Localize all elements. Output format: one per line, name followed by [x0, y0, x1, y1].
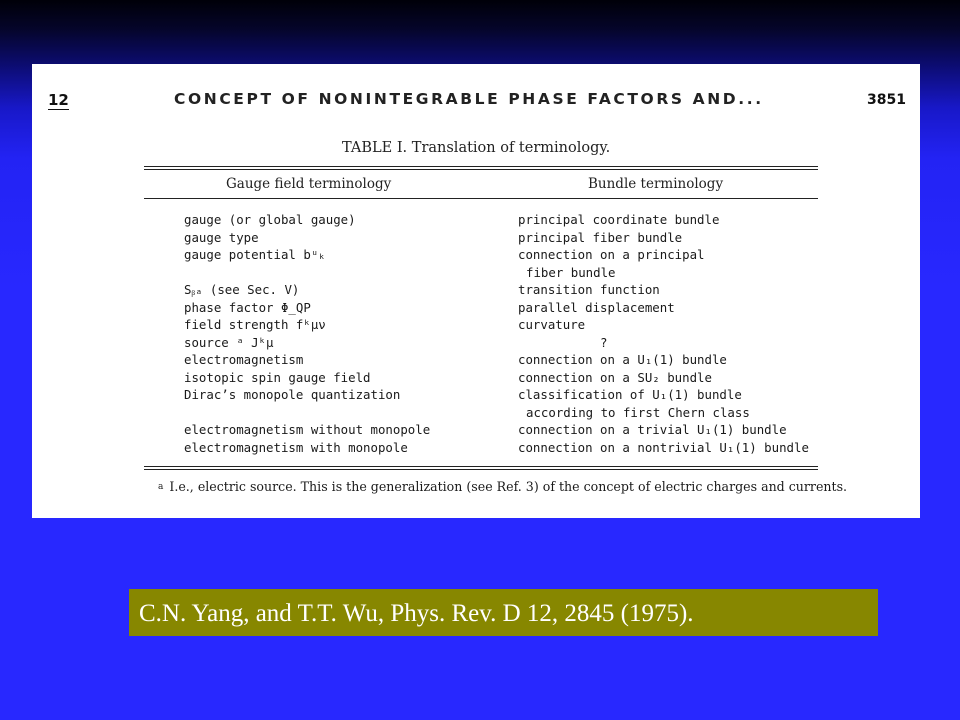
gauge-term: electromagnetism with monopole	[184, 439, 408, 455]
gauge-term: electromagnetism without monopole	[184, 422, 431, 437]
table-row	[32, 230, 920, 248]
gauge-term: gauge (or global gauge)	[184, 212, 356, 227]
table-row	[32, 422, 920, 440]
table-row	[32, 370, 920, 388]
table-row	[32, 387, 920, 405]
bundle-term: parallel displacement	[518, 299, 675, 315]
gauge-term: phase factor Φ_QP	[184, 299, 311, 315]
table-bottom-rule-2	[144, 469, 818, 470]
table-row	[32, 300, 920, 318]
running-head	[32, 90, 920, 114]
bundle-term: fiber bundle	[526, 264, 616, 280]
table-row	[32, 352, 920, 370]
paper-scan	[32, 64, 920, 518]
bundle-term: curvature	[518, 317, 586, 332]
footnote-mark: a	[158, 482, 164, 492]
footnote-text: I.e., electric source. This is the generalization (see Ref. 3) of the concept of electric charges and currents.	[169, 479, 848, 494]
table-header-rule	[144, 198, 818, 199]
bundle-term: ?	[600, 334, 608, 350]
bundle-term: connection on a U₁(1) bundle	[518, 352, 727, 367]
table-top-rule-2	[144, 169, 818, 170]
table-row	[32, 282, 920, 300]
bundle-term: principal fiber bundle	[518, 229, 683, 245]
bundle-term: according to first Chern class	[526, 404, 750, 420]
gauge-term: Dirac’s monopole quantization	[184, 387, 401, 402]
gauge-term: electromagnetism	[184, 352, 304, 367]
gauge-term: gauge type	[184, 229, 259, 245]
bundle-term: connection on a nontrivial U₁(1) bundle	[518, 439, 809, 455]
table-row	[32, 335, 920, 353]
gauge-term: Sᵦₐ (see Sec. V)	[184, 282, 300, 297]
bundle-term: connection on a principal	[518, 247, 705, 262]
bundle-term: principal coordinate bundle	[518, 212, 720, 227]
table-top-rule	[144, 166, 818, 167]
page-number-left: 12	[48, 91, 69, 109]
table-body	[32, 212, 920, 457]
table-bottom-rule	[144, 466, 818, 467]
bundle-term: connection on a trivial U₁(1) bundle	[518, 422, 787, 437]
gauge-term: field strength fᵏμν	[184, 317, 326, 332]
column-header-gauge: Gauge field terminology	[226, 176, 392, 192]
citation-box	[129, 589, 878, 636]
table-caption: TABLE I. Translation of terminology.	[342, 140, 611, 156]
citation-text: C.N. Yang, and T.T. Wu, Phys. Rev. D 12, 2845 (1975).	[139, 600, 694, 627]
table-row	[32, 405, 920, 423]
column-header-bundle: Bundle terminology	[588, 176, 724, 192]
gauge-term: gauge potential bᵘₖ	[184, 247, 326, 262]
table-row	[32, 440, 920, 458]
table-row	[32, 317, 920, 335]
gauge-term: isotopic spin gauge field	[184, 369, 371, 385]
bundle-term: classification of U₁(1) bundle	[518, 387, 742, 402]
bundle-term: transition function	[518, 282, 660, 297]
page-number-right: 3851	[867, 92, 906, 108]
table-row	[32, 247, 920, 265]
gauge-term: source ᵃ Jᵏμ	[184, 334, 274, 350]
table-row	[32, 212, 920, 230]
table-footnote	[158, 478, 858, 496]
table-row	[32, 265, 920, 283]
running-title: CONCEPT OF NONINTEGRABLE PHASE FACTORS AND...	[174, 90, 764, 108]
bundle-term: connection on a SU₂ bundle	[518, 369, 712, 385]
